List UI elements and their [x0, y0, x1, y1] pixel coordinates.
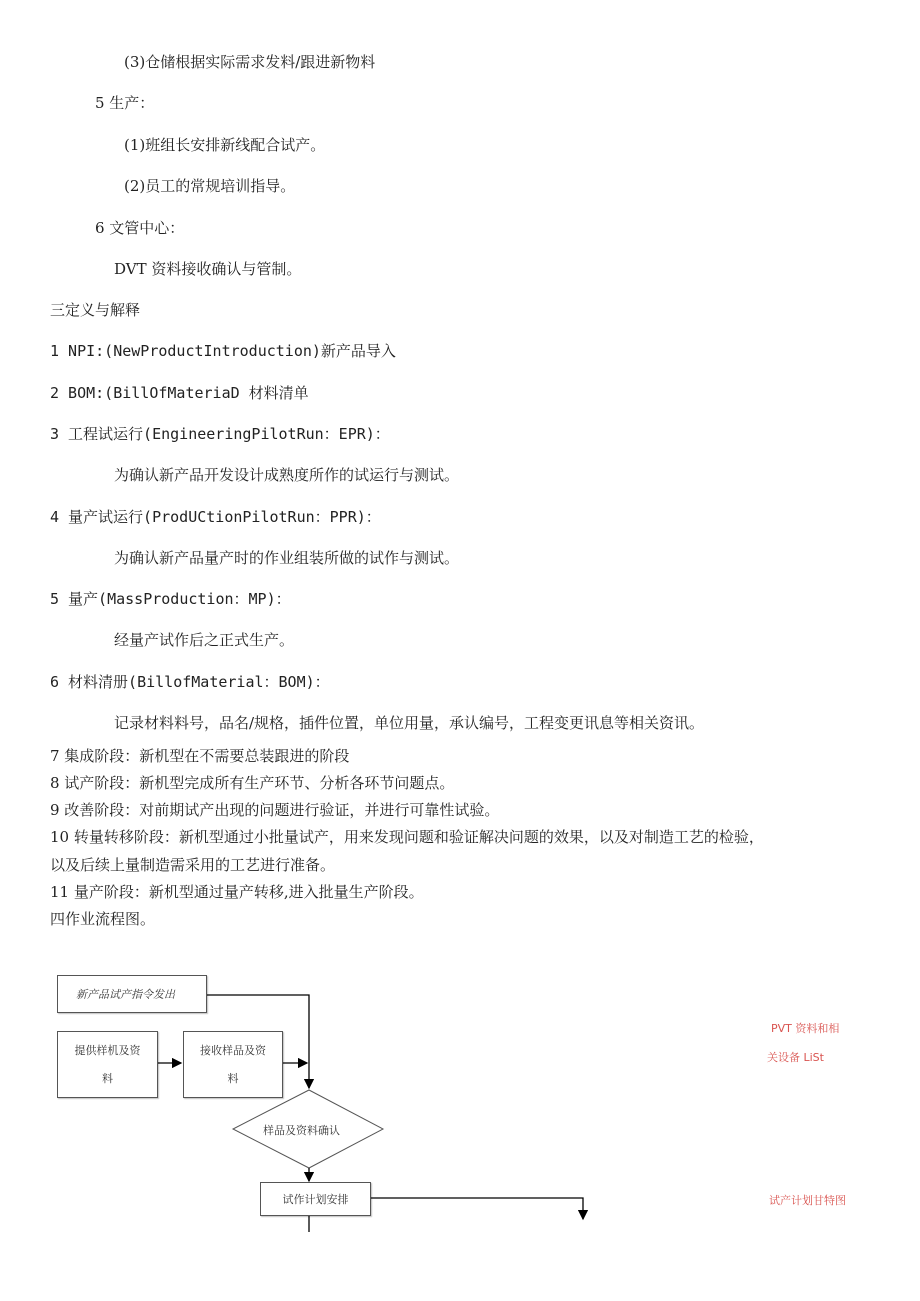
definition-npi: 1 NPI:(NewProductIntroduction)新产品导入	[50, 342, 396, 360]
flow-provide-sample-label-2: 料	[102, 1071, 113, 1085]
definition-ppr-desc: 为确认新产品量产时的作业组装所做的试作与测试。	[114, 549, 460, 567]
connector-plan-to-next	[371, 1198, 583, 1219]
definition-bom-list: 6 材料清册(BillofMaterial：BOM)：	[50, 673, 330, 691]
section-title-definitions: 三定义与解释	[50, 301, 141, 319]
side-note-gantt: 试产计划甘特图	[769, 1194, 846, 1207]
definition-integration-stage: 7 集成阶段：新机型在不需要总装跟进的阶段	[50, 747, 350, 765]
definition-mass-stage: 11 量产阶段：新机型通过量产转移,进入批量生产阶段。	[50, 883, 424, 901]
definition-trial-stage: 8 试产阶段：新机型完成所有生产环节、分析各环节问题点。	[50, 774, 455, 792]
doc-line-production-item-2: (2)员工的常规培训指导。	[124, 177, 296, 195]
flow-plan-box	[260, 1182, 371, 1216]
definition-improve-stage: 9 改善阶段：对前期试产出现的问题进行验证，并进行可靠性试验。	[50, 801, 500, 819]
flow-receive-sample-label-2: 料	[227, 1071, 239, 1085]
definition-epr-desc: 为确认新产品开发设计成熟度所作的试运行与测试。	[114, 466, 460, 484]
definition-transfer-stage: 10 转量转移阶段：新机型通过小批量试产，用来发现问题和验证解决问题的效果，以及对制造工艺的检验，	[50, 828, 764, 846]
side-note-pvt-line2: 关设备 LiSt	[767, 1051, 824, 1064]
flow-provide-sample-box	[57, 1031, 158, 1098]
doc-line-doc-center-heading: 6 文管中心：	[95, 219, 185, 237]
flow-start-box	[57, 975, 207, 1013]
flow-receive-sample-box	[183, 1031, 283, 1098]
flow-plan-label: 试作计划安排	[282, 1193, 349, 1206]
section-title-flowchart: 四作业流程图。	[50, 910, 156, 928]
flow-provide-sample-label-1: 提供样机及资	[74, 1043, 141, 1057]
flow-start-label: 新产品试产指令发出	[76, 988, 175, 1001]
side-note-pvt-line1: PVT 资料和相	[771, 1022, 840, 1035]
definition-transfer-stage-cont: 以及后续上量制造需采用的工艺进行准备。	[50, 856, 336, 874]
definition-mp: 5 量产(MassProduction：MP)：	[50, 590, 291, 608]
doc-line-warehouse-item: (3)仓储根据实际需求发料/跟进新物料	[124, 53, 376, 71]
definition-bom-list-desc: 记录材料料号，品名/规格，插件位置，单位用量，承认编号，工程变更讯息等相关资讯。	[114, 714, 705, 732]
doc-line-production-item-1: (1)班组长安排新线配合试产。	[124, 136, 326, 154]
definition-mp-desc: 经量产试作后之正式生产。	[114, 631, 295, 649]
definition-ppr: 4 量产试运行(ProdUCtionPilotRun：PPR)：	[50, 508, 381, 526]
flow-confirm-label: 样品及资料确认	[263, 1124, 340, 1137]
flow-receive-sample-label-1: 接收样品及资	[200, 1043, 266, 1057]
doc-line-dvt: DVT 资料接收确认与管制。	[114, 260, 302, 278]
definition-bom: 2 BOM:(BillOfMateriaD 材料清单	[50, 384, 309, 402]
doc-line-production-heading: 5 生产：	[95, 94, 155, 112]
definition-epr: 3 工程试运行(EngineeringPilotRun：EPR)：	[50, 425, 390, 443]
